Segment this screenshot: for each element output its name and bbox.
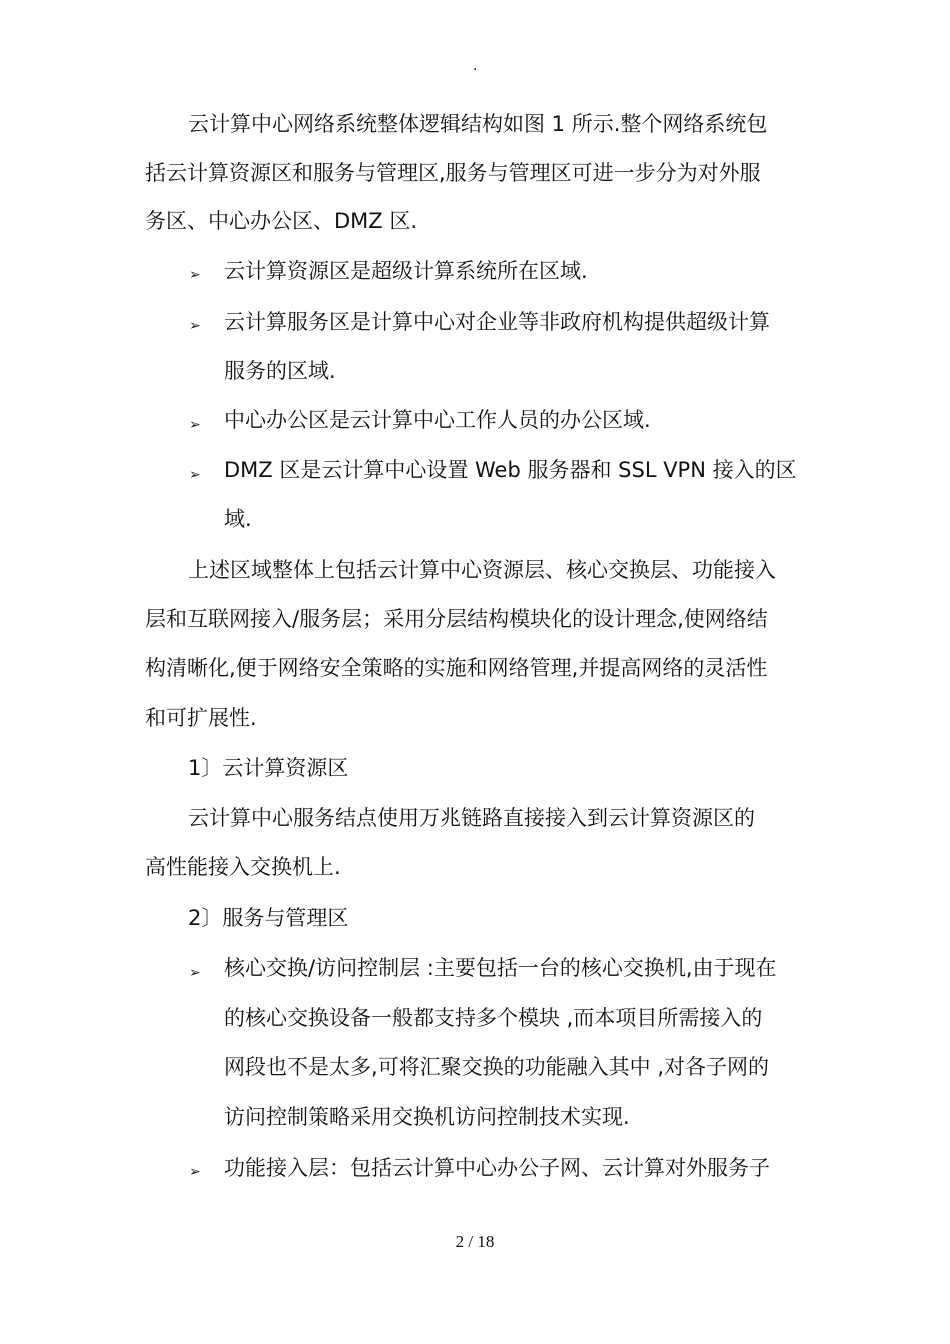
layers-line: 构清晰化,便于网络安全策略的实施和网络管理,并提高网络的灵活性 [145, 656, 768, 680]
section2-heading: 2〕服务与管理区 [188, 906, 349, 930]
intro-line: 括云计算资源区和服务与管理区,服务与管理区可进一步分为对外服 [145, 161, 761, 185]
zone-item-line: 云计算服务区是计算中心对企业等非政府机构提供超级计算 [224, 310, 770, 334]
bullet-icon: ➢ [189, 1164, 201, 1180]
bullet-icon: ➢ [189, 467, 201, 483]
section1-body-line: 高性能接入交换机上. [145, 855, 341, 879]
section2-item-line: 功能接入层：包括云计算中心办公子网、云计算对外服务子 [224, 1156, 770, 1180]
section1-body-line: 云计算中心服务结点使用万兆链路直接接入到云计算资源区的 [188, 806, 755, 830]
zone-item-line: 服务的区域. [224, 359, 336, 383]
section2-item-line: 访问控制策略采用交换机访问控制技术实现. [224, 1105, 630, 1129]
bullet-icon: ➢ [189, 318, 201, 334]
zone-item-line: 云计算资源区是超级计算系统所在区域. [224, 259, 588, 283]
layers-line: 层和互联网接入/服务层；采用分层结构模块化的设计理念,使网络结 [145, 607, 768, 631]
section2-item-line: 网段也不是太多,可将汇聚交换的功能融入其中 ,对各子网的 [224, 1055, 770, 1079]
zone-item-line: DMZ 区是云计算中心设置 Web 服务器和 SSL VPN 接入的区 [224, 458, 797, 482]
bullet-icon: ➢ [189, 965, 201, 981]
section2-item-line: 核心交换/访问控制层 :主要包括一台的核心交换机,由于现在 [224, 956, 777, 980]
zone-item-line: 中心办公区是云计算中心工作人员的办公区域. [224, 408, 651, 432]
page-number: 2 / 18 [455, 1232, 495, 1251]
intro-line: 云计算中心网络系统整体逻辑结构如图 1 所示.整个网络系统包 [188, 112, 768, 136]
layers-line: 上述区域整体上包括云计算中心资源层、核心交换层、功能接入 [188, 558, 776, 582]
zone-item-line: 域. [224, 507, 252, 531]
section2-item-line: 的核心交换设备一般都支持多个模块 ,而本项目所需接入的 [224, 1006, 763, 1030]
page-header-dot: . [473, 58, 478, 74]
layers-line: 和可扩展性. [145, 706, 257, 730]
intro-line: 务区、中心办公区、DMZ 区. [145, 209, 418, 233]
bullet-icon: ➢ [189, 417, 201, 433]
bullet-icon: ➢ [189, 267, 201, 283]
section1-heading: 1〕云计算资源区 [188, 756, 349, 780]
